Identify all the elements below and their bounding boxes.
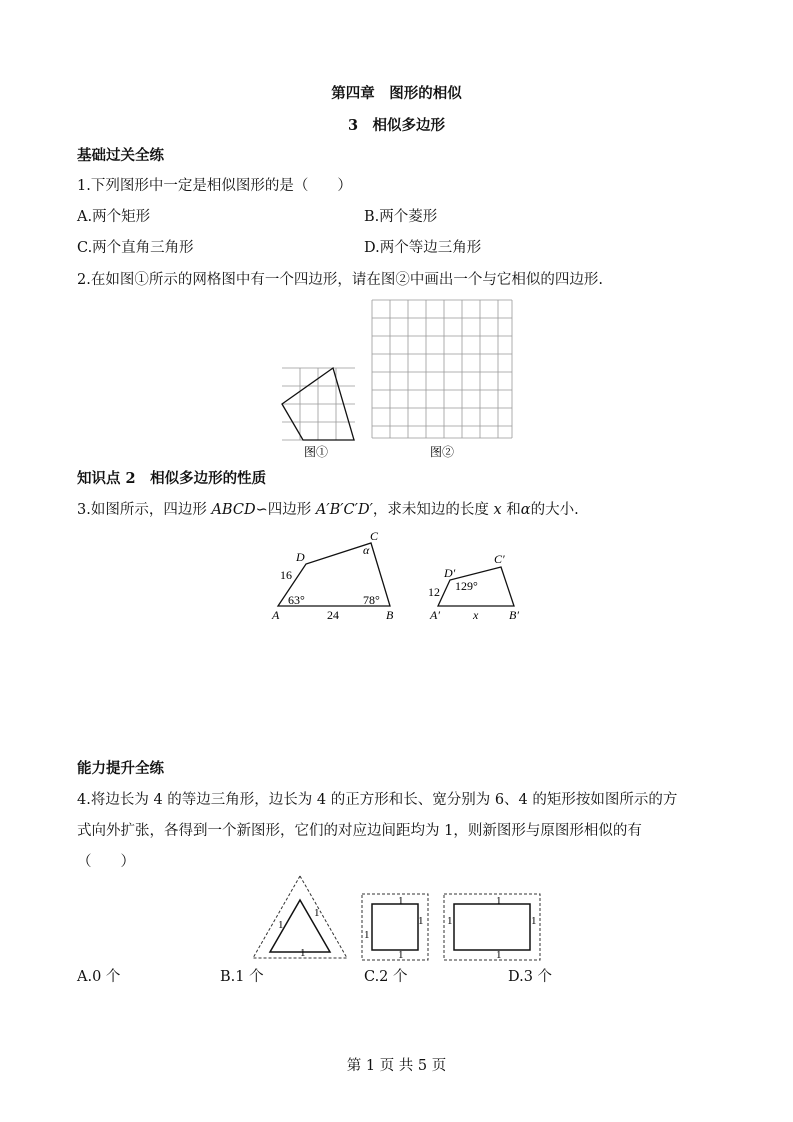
svg-text:1: 1: [314, 907, 320, 919]
svg-text:24: 24: [327, 608, 339, 622]
q4-option-a: A.0 个: [77, 969, 121, 985]
svg-text:78°: 78°: [363, 593, 380, 607]
svg-text:D: D: [296, 550, 305, 564]
svg-text:A′: A′: [430, 608, 440, 622]
svg-text:1: 1: [398, 895, 404, 907]
q4-option-b: B.1 个: [220, 969, 264, 985]
q4-line2: 式向外扩张，各得到一个新图形，它们的对应边间距均为 1，则新图形与原图形相似的有: [77, 823, 642, 839]
q1-stem: 1.下列图形中一定是相似图形的是（ ）: [77, 178, 352, 194]
q4-line1: 4.将边长为 4 的等边三角形，边长为 4 的正方形和长、宽分别为 6、4 的矩形按如图所示的方: [77, 792, 678, 808]
svg-text:C: C: [370, 529, 379, 543]
part1-heading: 基础过关全练: [77, 147, 164, 164]
fig2-caption: 图②: [430, 445, 455, 459]
svg-text:1: 1: [418, 915, 424, 927]
chapter-title: 第四章 图形的相似: [331, 85, 462, 102]
svg-text:12: 12: [428, 585, 440, 599]
svg-text:1: 1: [278, 919, 284, 931]
svg-text:A: A: [272, 608, 280, 622]
svg-text:D′: D′: [444, 566, 456, 580]
inner-square: [372, 904, 418, 950]
q4-option-d: D.3 个: [508, 969, 553, 985]
q4-figure: [250, 872, 550, 964]
q3-stem: 3.如图所示，四边形 ABCD∽四边形 A′B′C′D′，求未知边的长度 x 和α的大小.: [77, 502, 579, 518]
svg-text:C′: C′: [494, 552, 505, 566]
q2-stem: 2.在如图①所示的网格图中有一个四边形，请在图②中画出一个与它相似的四边形.: [77, 272, 603, 288]
q1-option-b: B.两个菱形: [364, 209, 438, 225]
svg-text:B′: B′: [509, 608, 519, 622]
svg-text:16: 16: [280, 568, 292, 582]
svg-text:1: 1: [447, 915, 453, 927]
fig1-caption: 图①: [304, 445, 329, 459]
svg-text:B: B: [386, 608, 394, 622]
svg-text:1: 1: [364, 929, 370, 941]
q1-option-a: A.两个矩形: [77, 209, 151, 225]
svg-text:63°: 63°: [288, 593, 305, 607]
q4-line3: （ ）: [77, 854, 135, 870]
svg-text:1: 1: [398, 949, 404, 961]
page-footer: 第 1 页 共 5 页: [346, 1058, 447, 1074]
outer-triangle: [253, 876, 347, 958]
fig2-grid: [372, 300, 512, 438]
q4-option-c: C.2 个: [364, 969, 408, 985]
q1-option-c: C.两个直角三角形: [77, 240, 194, 256]
section-title: 3 相似多边形: [347, 117, 446, 134]
knowledge-heading: 知识点 2 相似多边形的性质: [77, 470, 267, 487]
svg-text:α: α: [363, 543, 370, 557]
svg-text:1: 1: [531, 915, 537, 927]
svg-text:1: 1: [496, 895, 502, 907]
q1-option-d: D.两个等边三角形: [364, 240, 482, 256]
q2-figures: [270, 296, 530, 461]
svg-text:1: 1: [496, 949, 502, 961]
svg-text:1: 1: [300, 947, 306, 959]
q3-figure: [266, 526, 536, 622]
inner-rectangle: [454, 904, 530, 950]
svg-text:129°: 129°: [455, 579, 478, 593]
svg-text:x: x: [473, 608, 479, 622]
part2-heading: 能力提升全练: [77, 760, 164, 777]
